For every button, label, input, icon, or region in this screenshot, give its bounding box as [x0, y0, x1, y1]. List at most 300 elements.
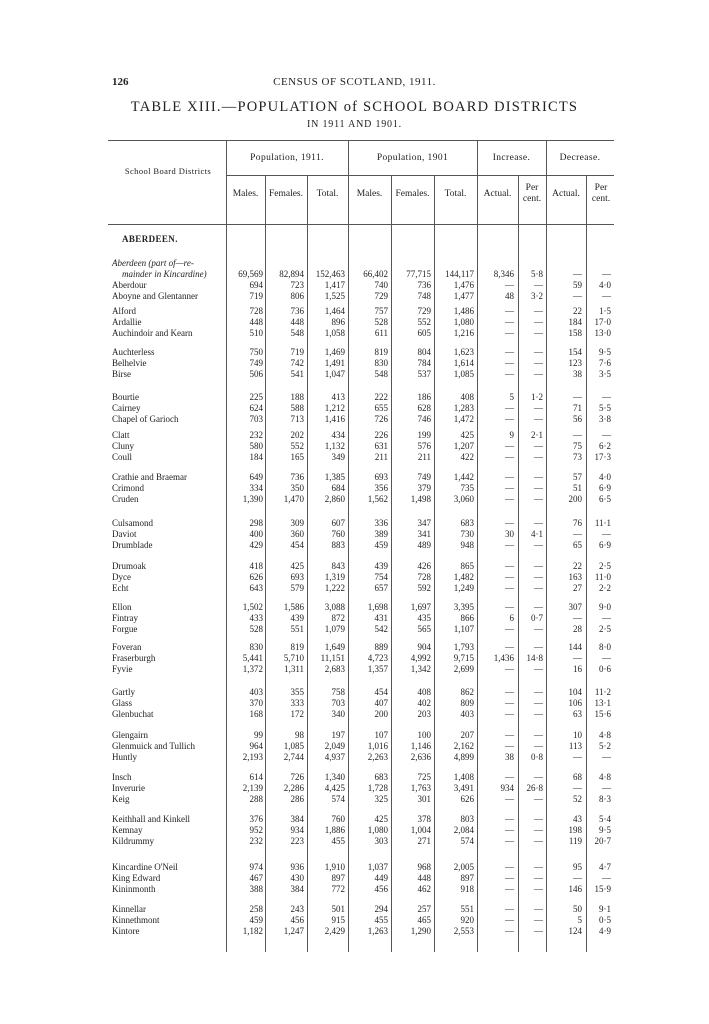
- table-cell: 2,139: [242, 783, 263, 793]
- table-cell: —: [534, 441, 543, 451]
- table-cell: —: [505, 602, 514, 612]
- district-name: Drumoak: [112, 561, 146, 571]
- table-cell: 294: [374, 904, 388, 914]
- table-cell: 158: [568, 328, 582, 338]
- table-cell: 1,263: [367, 926, 388, 936]
- district-name: Huntly: [112, 752, 138, 762]
- table-cell: 1,476: [453, 280, 474, 290]
- table-cell: 349: [331, 452, 345, 462]
- table-cell: —: [505, 347, 514, 357]
- table-cell: —: [573, 269, 582, 279]
- table-cell: 528: [374, 317, 388, 327]
- table-cell: 198: [568, 825, 582, 835]
- table-cell: 434: [331, 430, 345, 440]
- district-name: Foveran: [112, 642, 142, 652]
- table-cell: 4·0: [599, 280, 611, 290]
- table-cell: 565: [417, 624, 431, 634]
- table-cell: 0·8: [531, 752, 543, 762]
- total-1901-header: Total.: [444, 189, 467, 199]
- table-cell: 1,469: [324, 347, 345, 357]
- table-cell: 298: [249, 518, 263, 528]
- table-cell: 1,586: [283, 602, 304, 612]
- table-cell: 1,085: [283, 741, 304, 751]
- table-cell: 6: [509, 613, 514, 623]
- table-cell: 683: [460, 518, 474, 528]
- table-cell: 1·2: [531, 392, 543, 402]
- table-cell: —: [534, 306, 543, 316]
- total-1911-header: Total.: [316, 189, 339, 199]
- table-cell: —: [534, 494, 543, 504]
- table-cell: 883: [331, 540, 345, 550]
- table-cell: 100: [417, 730, 431, 740]
- table-cell: 6·5: [599, 494, 611, 504]
- table-cell: 98: [295, 730, 304, 740]
- table-cell: 188: [290, 392, 304, 402]
- table-cell: 426: [417, 561, 431, 571]
- district-name: Aberdeen (part of—re-: [112, 258, 194, 268]
- table-cell: 119: [568, 836, 582, 846]
- district-name: Bourtie: [112, 392, 139, 402]
- table-cell: —: [573, 430, 582, 440]
- table-cell: —: [534, 518, 543, 528]
- table-cell: 389: [374, 529, 388, 539]
- table-cell: —: [534, 452, 543, 462]
- district-name: Kinnethmont: [112, 915, 160, 925]
- table-cell: 22: [573, 561, 582, 571]
- table-cell: 968: [417, 862, 431, 872]
- table-cell: 551: [290, 624, 304, 634]
- table-cell: 402: [417, 698, 431, 708]
- table-cell: 439: [290, 613, 304, 623]
- table-cell: 964: [249, 741, 263, 751]
- table-cell: 1,182: [242, 926, 263, 936]
- table-cell: 1,372: [242, 664, 263, 674]
- females-1911-header: Females.: [268, 189, 304, 199]
- district-name: Ellon: [112, 602, 132, 612]
- table-cell: —: [573, 783, 582, 793]
- district-name: Kinnellar: [112, 904, 146, 914]
- district-name: Drumblade: [112, 540, 153, 550]
- table-cell: 735: [460, 483, 474, 493]
- table-cell: 501: [331, 904, 345, 914]
- table-cell: 1,247: [283, 926, 304, 936]
- table-cell: 537: [417, 369, 431, 379]
- table-cell: —: [534, 317, 543, 327]
- table-cell: 154: [568, 347, 582, 357]
- table-cell: 184: [249, 452, 263, 462]
- table-cell: 2,636: [410, 752, 431, 762]
- district-name: Insch: [112, 772, 132, 782]
- table-cell: 456: [374, 884, 388, 894]
- table-cell: 11·1: [594, 518, 611, 528]
- table-cell: —: [573, 653, 582, 663]
- table-cell: 9·0: [599, 602, 611, 612]
- table-cell: 68: [573, 772, 582, 782]
- table-cell: —: [534, 664, 543, 674]
- header-bottom-rule: [108, 224, 614, 225]
- district-name: Crathie and Braemar: [112, 472, 187, 482]
- table-cell: —: [534, 862, 543, 872]
- table-cell: 425: [374, 814, 388, 824]
- table-cell: —: [573, 392, 582, 402]
- table-cell: 232: [249, 430, 263, 440]
- table-cell: 736: [290, 306, 304, 316]
- females-1901-header: Females.: [395, 189, 430, 199]
- table-cell: —: [505, 280, 514, 290]
- table-cell: 719: [290, 347, 304, 357]
- table-cell: 4·9: [599, 926, 611, 936]
- table-cell: 579: [290, 583, 304, 593]
- table-cell: 232: [249, 836, 263, 846]
- decrease-actual-header: Actual.: [552, 189, 580, 199]
- table-cell: 16: [573, 664, 582, 674]
- table-cell: 2,744: [283, 752, 304, 762]
- table-cell: 580: [249, 441, 263, 451]
- table-cell: —: [505, 642, 514, 652]
- table-cell: 1,728: [367, 783, 388, 793]
- table-cell: 6·9: [599, 540, 611, 550]
- table-cell: —: [534, 915, 543, 925]
- table-cell: 693: [290, 572, 304, 582]
- table-cell: 862: [460, 687, 474, 697]
- district-name: Fyvie: [112, 664, 133, 674]
- table-cell: 9: [509, 430, 514, 440]
- district-name: King Edward: [112, 873, 161, 883]
- table-cell: —: [534, 280, 543, 290]
- table-cell: —: [505, 306, 514, 316]
- table-cell: 360: [290, 529, 304, 539]
- table-cell: 897: [331, 873, 345, 883]
- table-cell: —: [534, 904, 543, 914]
- table-cell: —: [534, 687, 543, 697]
- table-cell: 1,216: [453, 328, 474, 338]
- table-cell: —: [534, 369, 543, 379]
- table-cell: 1,004: [410, 825, 431, 835]
- district-name: Auchterless: [112, 347, 155, 357]
- table-cell: 203: [417, 709, 431, 719]
- district-name: Crimond: [112, 483, 145, 493]
- table-cell: 59: [573, 280, 582, 290]
- increase-percent-header: Per cent.: [522, 183, 542, 204]
- table-cell: 11,151: [320, 653, 345, 663]
- table-cell: 830: [374, 358, 388, 368]
- table-cell: 736: [417, 280, 431, 290]
- table-cell: 123: [568, 358, 582, 368]
- table-cell: —: [505, 687, 514, 697]
- table-cell: 5,710: [283, 653, 304, 663]
- table-cell: 736: [290, 472, 304, 482]
- table-cell: —: [534, 483, 543, 493]
- table-cell: 2,553: [453, 926, 474, 936]
- table-cell: 1,486: [453, 306, 474, 316]
- table-cell: 207: [460, 730, 474, 740]
- table-cell: 341: [417, 529, 431, 539]
- table-cell: 144: [568, 642, 582, 652]
- table-cell: 454: [290, 540, 304, 550]
- table-cell: —: [505, 873, 514, 883]
- table-cell: 301: [417, 794, 431, 804]
- table-cell: 379: [417, 483, 431, 493]
- table-cell: 303: [374, 836, 388, 846]
- district-name: Fintray: [112, 613, 138, 623]
- table-cell: 38: [573, 369, 582, 379]
- table-cell: 750: [249, 347, 263, 357]
- table-cell: —: [573, 529, 582, 539]
- district-name: Clatt: [112, 430, 130, 440]
- table-cell: 465: [417, 915, 431, 925]
- table-cell: —: [534, 572, 543, 582]
- table-cell: 71: [573, 403, 582, 413]
- table-cell: 4,937: [324, 752, 345, 762]
- table-cell: 225: [249, 392, 263, 402]
- table-cell: 1,763: [410, 783, 431, 793]
- table-cell: 819: [290, 642, 304, 652]
- table-cell: 730: [460, 529, 474, 539]
- table-cell: 22: [573, 306, 582, 316]
- table-cell: 6·9: [599, 483, 611, 493]
- table-cell: 243: [290, 904, 304, 914]
- table-cell: 448: [249, 317, 263, 327]
- district-name: Forgue: [112, 624, 138, 634]
- district-name: Glengairn: [112, 730, 148, 740]
- table-cell: 347: [417, 518, 431, 528]
- table-cell: 3,088: [324, 602, 345, 612]
- table-cell: 809: [460, 698, 474, 708]
- table-cell: —: [602, 873, 611, 883]
- table-cell: —: [505, 926, 514, 936]
- table-cell: —: [573, 752, 582, 762]
- table-cell: 5·4: [599, 814, 611, 824]
- table-cell: 1,037: [367, 862, 388, 872]
- table-cell: 1,212: [324, 403, 345, 413]
- district-name-cont: mainder in Kincardine): [122, 269, 207, 279]
- table-cell: 144,117: [445, 269, 474, 279]
- table-cell: 576: [417, 441, 431, 451]
- table-cell: 843: [331, 561, 345, 571]
- district-name: Kemnay: [112, 825, 143, 835]
- table-cell: 17·3: [594, 452, 611, 462]
- table-cell: —: [534, 624, 543, 634]
- table-cell: 1,417: [324, 280, 345, 290]
- table-cell: —: [534, 414, 543, 424]
- table-cell: —: [505, 494, 514, 504]
- table-cell: 456: [290, 915, 304, 925]
- table-cell: 26·8: [526, 783, 543, 793]
- table-cell: 631: [374, 441, 388, 451]
- table-cell: 77,715: [406, 269, 431, 279]
- table-cell: 713: [290, 414, 304, 424]
- table-cell: 355: [290, 687, 304, 697]
- table-cell: 1,614: [453, 358, 474, 368]
- districts-header: School Board Districts: [124, 166, 212, 176]
- table-cell: 726: [374, 414, 388, 424]
- district-name: Keig: [112, 794, 130, 804]
- table-cell: 17·0: [594, 317, 611, 327]
- table-cell: 614: [249, 772, 263, 782]
- table-cell: 467: [249, 873, 263, 883]
- table-cell: 889: [374, 642, 388, 652]
- table-cell: —: [602, 653, 611, 663]
- district-name: Aberdour: [112, 280, 147, 290]
- table-cell: 2·2: [599, 583, 611, 593]
- table-title: TABLE XIII.—POPULATION of SCHOOL BOARD DISTRICTS: [130, 99, 579, 115]
- table-cell: 1,472: [453, 414, 474, 424]
- table-cell: 76: [573, 518, 582, 528]
- table-cell: —: [505, 772, 514, 782]
- table-cell: 8·0: [599, 642, 611, 652]
- table-cell: 3·5: [599, 369, 611, 379]
- table-cell: 719: [249, 291, 263, 301]
- table-cell: 9·5: [599, 347, 611, 357]
- table-cell: 728: [249, 306, 263, 316]
- table-cell: 1,085: [453, 369, 474, 379]
- table-cell: 376: [249, 814, 263, 824]
- table-cell: —: [534, 709, 543, 719]
- running-head: CENSUS OF SCOTLAND, 1911.: [273, 76, 436, 88]
- table-cell: 4·7: [599, 862, 611, 872]
- table-cell: 15·6: [594, 709, 611, 719]
- table-cell: 400: [249, 529, 263, 539]
- table-cell: 1,146: [410, 741, 431, 751]
- table-cell: 2·5: [599, 624, 611, 634]
- district-name: Dyce: [112, 572, 131, 582]
- table-cell: 628: [417, 403, 431, 413]
- table-cell: 1,623: [453, 347, 474, 357]
- table-cell: 5·5: [599, 403, 611, 413]
- table-cell: 4·0: [599, 472, 611, 482]
- table-cell: —: [505, 483, 514, 493]
- table-cell: 124: [568, 926, 582, 936]
- table-cell: —: [505, 540, 514, 550]
- district-name: Kintore: [112, 926, 140, 936]
- table-cell: 113: [568, 741, 582, 751]
- table-cell: 528: [249, 624, 263, 634]
- table-cell: 13·1: [594, 698, 611, 708]
- table-cell: 2,699: [453, 664, 474, 674]
- table-cell: 202: [290, 430, 304, 440]
- table-cell: 356: [374, 483, 388, 493]
- district-name: Glenmuick and Tullich: [112, 741, 195, 751]
- table-cell: 1,649: [324, 642, 345, 652]
- table-cell: 624: [249, 403, 263, 413]
- table-cell: 1,408: [453, 772, 474, 782]
- table-cell: 760: [331, 529, 345, 539]
- table-cell: —: [505, 358, 514, 368]
- table-top-rule: [108, 140, 614, 141]
- table-cell: 904: [417, 642, 431, 652]
- table-cell: 9·5: [599, 825, 611, 835]
- table-cell: —: [534, 328, 543, 338]
- table-cell: 1,416: [324, 414, 345, 424]
- table-cell: 431: [374, 613, 388, 623]
- table-cell: 1,464: [324, 306, 345, 316]
- table-cell: 223: [290, 836, 304, 846]
- table-cell: 1,793: [453, 642, 474, 652]
- table-cell: 3,060: [453, 494, 474, 504]
- table-cell: 184: [568, 317, 582, 327]
- table-cell: 56: [573, 414, 582, 424]
- table-cell: 605: [417, 328, 431, 338]
- table-cell: —: [505, 664, 514, 674]
- table-cell: 104: [568, 687, 582, 697]
- table-cell: 186: [417, 392, 431, 402]
- table-cell: 165: [290, 452, 304, 462]
- table-cell: 65: [573, 540, 582, 550]
- table-cell: 448: [417, 873, 431, 883]
- table-cell: 1,502: [242, 602, 263, 612]
- table-cell: 1,470: [283, 494, 304, 504]
- table-cell: 4,899: [453, 752, 474, 762]
- table-cell: 541: [290, 369, 304, 379]
- table-cell: 1,697: [410, 602, 431, 612]
- table-cell: 1·5: [599, 306, 611, 316]
- table-cell: 1,886: [324, 825, 345, 835]
- table-cell: 48: [505, 291, 514, 301]
- table-cell: —: [505, 561, 514, 571]
- table-cell: 384: [290, 814, 304, 824]
- table-cell: 758: [331, 687, 345, 697]
- district-name: Echt: [112, 583, 129, 593]
- table-cell: 168: [249, 709, 263, 719]
- table-cell: 865: [460, 561, 474, 571]
- table-cell: 4·8: [599, 772, 611, 782]
- population-1911-header: Population, 1911.: [250, 153, 324, 163]
- table-cell: 819: [374, 347, 388, 357]
- table-cell: —: [534, 561, 543, 571]
- table-cell: —: [602, 291, 611, 301]
- table-cell: 2·1: [531, 430, 543, 440]
- table-cell: 2·5: [599, 561, 611, 571]
- table-cell: 4,723: [367, 653, 388, 663]
- males-1911-header: Males.: [232, 189, 259, 199]
- table-cell: 649: [249, 472, 263, 482]
- table-cell: 1,482: [453, 572, 474, 582]
- table-cell: 974: [249, 862, 263, 872]
- table-cell: —: [534, 772, 543, 782]
- table-cell: 1,080: [453, 317, 474, 327]
- table-cell: —: [505, 794, 514, 804]
- district-name: Auchindoir and Kearn: [112, 328, 193, 338]
- table-cell: 1,498: [410, 494, 431, 504]
- district-name: Inverurie: [112, 783, 145, 793]
- table-cell: 455: [331, 836, 345, 846]
- table-cell: 723: [290, 280, 304, 290]
- district-name: Glass: [112, 698, 132, 708]
- table-cell: —: [505, 403, 514, 413]
- table-cell: 920: [460, 915, 474, 925]
- table-cell: 934: [290, 825, 304, 835]
- table-cell: —: [534, 926, 543, 936]
- district-name: Alford: [112, 306, 136, 316]
- table-cell: 1,562: [367, 494, 388, 504]
- table-cell: —: [505, 814, 514, 824]
- district-name: Fraserburgh: [112, 653, 156, 663]
- table-cell: 14·8: [526, 653, 543, 663]
- table-cell: 1,132: [324, 441, 345, 451]
- table-cell: —: [534, 741, 543, 751]
- table-cell: 915: [331, 915, 345, 925]
- district-name: Kildrummy: [112, 836, 154, 846]
- males-1901-header: Males.: [356, 189, 383, 199]
- table-cell: 729: [417, 306, 431, 316]
- table-cell: 5·8: [531, 269, 543, 279]
- table-cell: 1,290: [410, 926, 431, 936]
- table-cell: 1,047: [324, 369, 345, 379]
- table-cell: 448: [290, 317, 304, 327]
- district-name: Kincardine O'Neil: [112, 862, 178, 872]
- table-cell: 1,079: [324, 624, 345, 634]
- table-cell: 172: [290, 709, 304, 719]
